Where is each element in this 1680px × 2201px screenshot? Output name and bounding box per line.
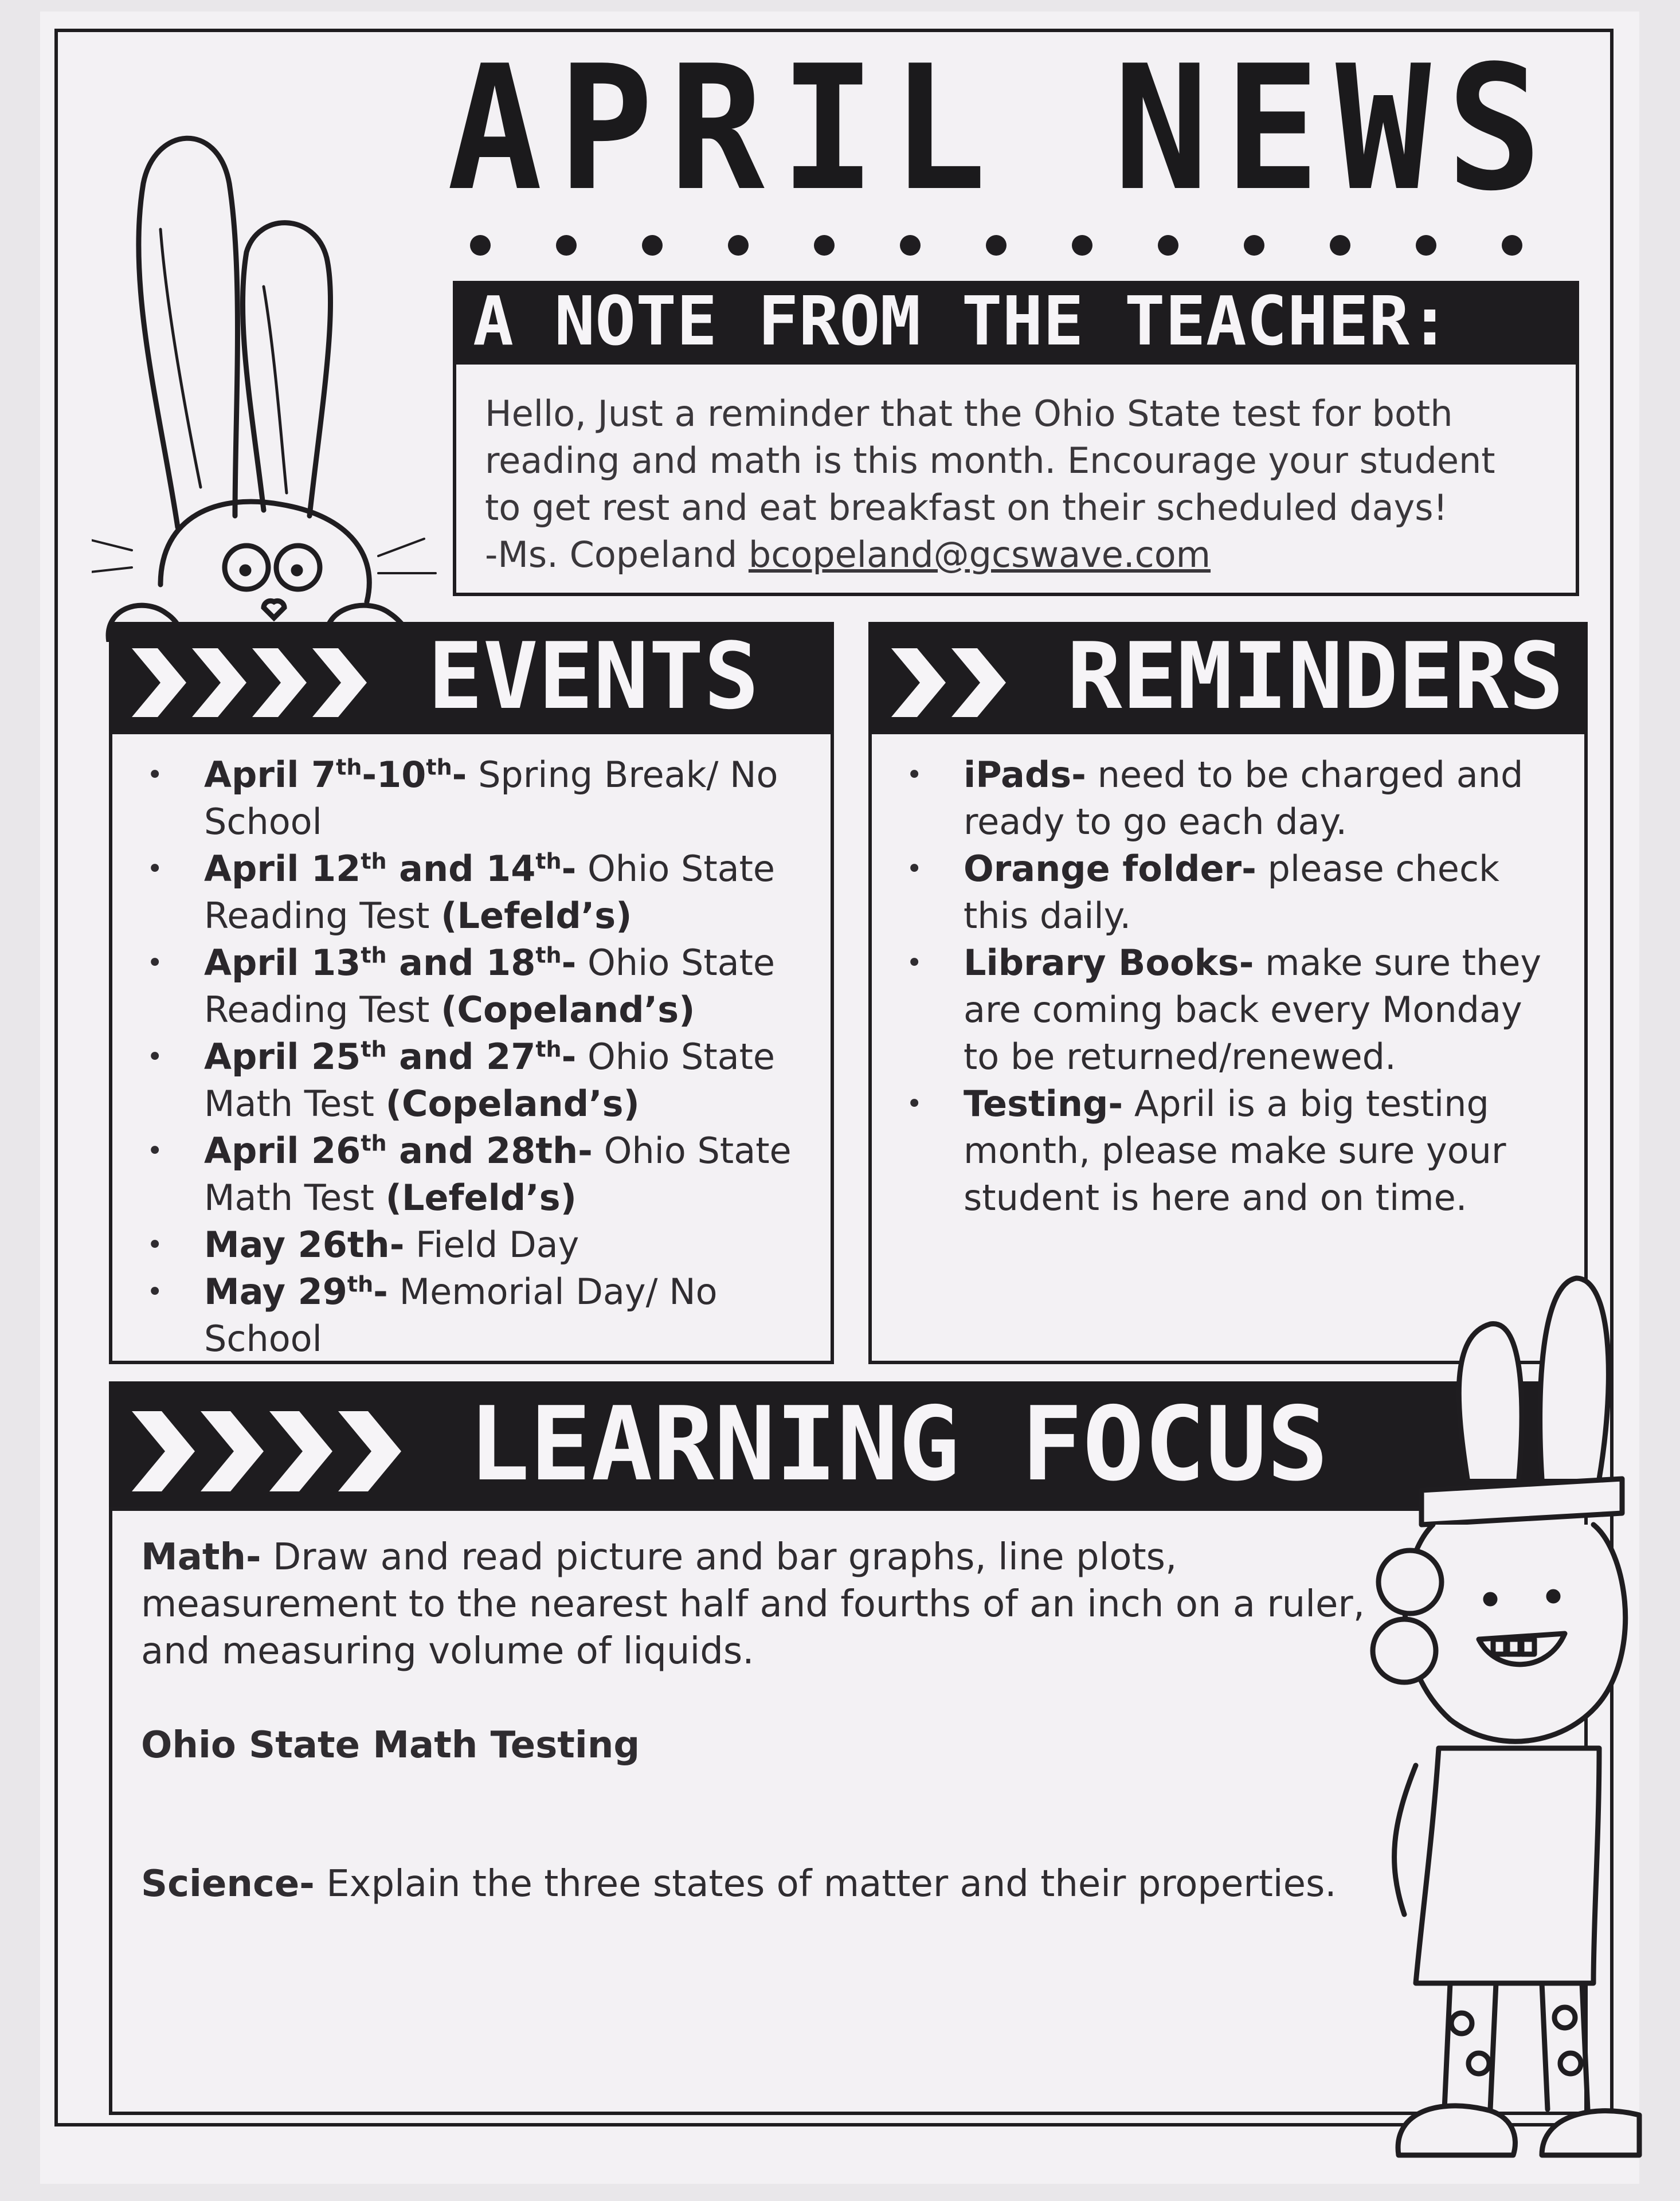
event-date: April 12 <box>204 848 361 890</box>
event-date-mid: and 27 <box>386 1036 536 1078</box>
science-text: Explain the three states of matter and their properties. <box>314 1863 1337 1905</box>
girl-with-bunny-ears-illustration <box>1353 1261 1651 2161</box>
event-dash: - <box>561 848 577 890</box>
bunny-illustration <box>92 115 459 642</box>
learning-heading: LEARNING FOCUS <box>468 1385 1329 1503</box>
reminder-text: need to be charged and ready to go each day. <box>964 754 1524 843</box>
events-heading: EVENTS <box>428 622 759 730</box>
note-heading: A NOTE FROM THE TEACHER: <box>453 281 1579 361</box>
event-date-suffix: th <box>361 1036 387 1062</box>
science-label: Science- <box>141 1863 315 1905</box>
teacher-note <box>453 361 1579 596</box>
event-date-mid: and 18 <box>386 942 536 984</box>
teacher-email-link[interactable]: bcopeland@gcswave.com <box>748 534 1211 575</box>
reminders-heading: REMINDERS <box>1067 622 1564 730</box>
list-item <box>964 845 1561 939</box>
title-dots <box>470 235 1565 258</box>
reminder-text: make sure they are coming back every Monday to be returned/renewed. <box>964 942 1542 1078</box>
reminder-text: please check this daily. <box>964 848 1499 937</box>
event-text: Ohio State Math Test <box>204 1130 792 1219</box>
note-line: Hello, Just a reminder that the Ohio State test for both <box>485 393 1453 434</box>
math-focus <box>141 1534 1402 1675</box>
list-item <box>964 1080 1561 1221</box>
event-date-suffix: th <box>535 942 562 968</box>
event-date-suffix: th <box>361 942 387 968</box>
event-text: Ohio State Reading Test <box>204 848 776 937</box>
events-heading-band <box>109 622 834 731</box>
event-date: April 25 <box>204 1036 361 1078</box>
event-dash: - <box>561 1036 577 1078</box>
event-dash: - <box>452 754 467 796</box>
event-date: April 26 <box>204 1130 361 1172</box>
list-item <box>964 751 1561 845</box>
list-item <box>204 1033 808 1127</box>
event-date-suffix: th <box>361 848 387 874</box>
note-line: reading and math is this month. Encourage your student <box>485 440 1495 481</box>
list-item <box>204 1127 808 1221</box>
note-signature-line <box>485 531 1547 578</box>
event-date: May 26th <box>204 1224 390 1266</box>
reminder-label: Library Books- <box>964 942 1254 984</box>
event-date: April 7 <box>204 754 336 796</box>
list-item <box>204 845 808 939</box>
event-dash: - <box>373 1271 388 1313</box>
note-line: to get rest and eat breakfast on their scheduled days! <box>485 487 1448 528</box>
reminder-label: Orange folder- <box>964 848 1256 890</box>
events-box <box>109 731 834 1364</box>
event-extra: (Lefeld’s) <box>441 895 632 937</box>
double-chevron-icon <box>891 648 1012 717</box>
double-chevron-icon <box>132 648 373 717</box>
testing-note: Ohio State Math Testing <box>141 1724 640 1767</box>
list-item <box>204 939 808 1033</box>
list-item <box>204 751 808 845</box>
math-text: Draw and read picture and bar graphs, line plots, measurement to the nearest half and fourths of an inch on a ruler, and measuring volume of liquids. <box>141 1536 1365 1673</box>
event-date-suffix: th <box>426 754 452 780</box>
list-item <box>204 1268 808 1362</box>
event-text: Memorial Day/ No School <box>204 1271 718 1360</box>
event-text: Ohio State Math Test <box>204 1036 776 1125</box>
event-date-suffix: th <box>535 848 562 874</box>
reminders-heading-band <box>868 622 1588 731</box>
event-date: April 13 <box>204 942 361 984</box>
event-date-mid: and 14 <box>386 848 536 890</box>
list-item <box>964 939 1561 1080</box>
event-date-mid: and 28th <box>386 1130 578 1172</box>
event-extra: (Copeland’s) <box>385 1083 640 1125</box>
event-date: May 29 <box>204 1271 347 1313</box>
event-date-suffix: th <box>361 1130 387 1156</box>
event-date-suffix: th <box>336 754 362 780</box>
event-extra: (Copeland’s) <box>441 989 695 1031</box>
event-extra: (Lefeld’s) <box>385 1177 577 1219</box>
event-dash: - <box>578 1130 593 1172</box>
reminder-text: April is a big testing month, please make sure your student is here and on time. <box>964 1083 1506 1219</box>
event-text: Spring Break/ No School <box>204 754 778 843</box>
event-text: Ohio State Reading Test <box>204 942 776 1031</box>
event-date-mid: -10 <box>362 754 426 796</box>
science-focus <box>141 1861 1402 1908</box>
event-date-suffix: th <box>535 1036 562 1062</box>
double-chevron-icon <box>132 1411 407 1491</box>
event-date-suffix: th <box>347 1271 374 1297</box>
page-title: APRIL NEWS <box>447 29 1558 229</box>
math-label: Math- <box>141 1536 261 1579</box>
event-dash: - <box>389 1224 405 1266</box>
reminders-list <box>906 751 1561 1221</box>
reminder-label: iPads- <box>964 754 1086 796</box>
events-list <box>147 751 808 1362</box>
event-text: Field Day <box>404 1224 579 1266</box>
note-signature: -Ms. Copeland <box>485 534 749 575</box>
reminder-label: Testing- <box>964 1083 1123 1125</box>
event-dash: - <box>561 942 577 984</box>
list-item <box>204 1221 808 1268</box>
